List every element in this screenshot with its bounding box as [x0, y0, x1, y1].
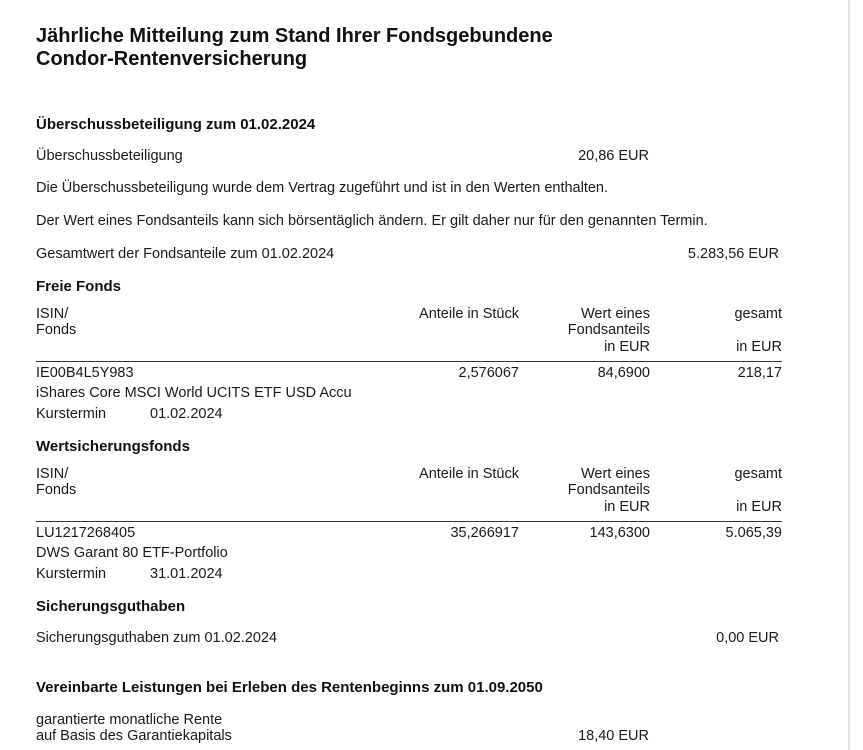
guarantee-fund-name: DWS Garant 80 ETF-Portfolio: [36, 545, 228, 561]
surplus-label: Überschussbeteiligung: [36, 148, 183, 164]
free-fund-units: 2,576067: [458, 365, 519, 381]
col-unit-value-header-2: Fondsanteils: [567, 482, 650, 498]
free-fund-total: 218,17: [737, 365, 782, 381]
guarantee-fund-units: 35,266917: [450, 525, 519, 541]
safety-credit-heading: Sicherungsguthaben: [36, 598, 186, 615]
benefits-label-line1: garantierte monatliche Rente: [36, 712, 223, 728]
col-unit-value-header-3: in EUR: [604, 339, 650, 355]
guarantee-fund-price-date-label: Kurstermin: [36, 566, 107, 582]
col-unit-value-header-3: in EUR: [604, 499, 650, 515]
col-total-header-1: gesamt: [734, 306, 782, 322]
total-funds-label: Gesamtwert der Fondsanteile zum 01.02.2024: [36, 246, 335, 262]
total-funds-value: 5.283,56 EUR: [687, 246, 779, 262]
guarantee-fund-unit-value: 143,6300: [589, 525, 650, 541]
guarantee-fund-price-date: 31.01.2024: [150, 566, 223, 582]
col-fonds-header: Fonds: [36, 322, 77, 338]
surplus-note-2: Der Wert eines Fondsanteils kann sich börsentäglich ändern. Er gilt daher nur für den genannten Termin.: [36, 213, 708, 229]
guarantee-fund-total: 5.065,39: [725, 525, 782, 541]
document-title-line1: Jährliche Mitteilung zum Stand Ihrer Fondsgebundene: [36, 25, 553, 47]
benefits-value: 18,40 EUR: [578, 728, 649, 744]
free-funds-heading: Freie Fonds: [36, 278, 122, 295]
col-isin-header: ISIN/: [36, 466, 69, 482]
safety-credit-value: 0,00 EUR: [716, 630, 779, 646]
benefits-heading: Vereinbarte Leistungen bei Erleben des Rentenbeginns zum 01.09.2050: [36, 679, 543, 696]
surplus-note-1: Die Überschussbeteiligung wurde dem Vertrag zugeführt und ist in den Werten enthalten.: [36, 180, 609, 196]
document-title-line2: Condor-Rentenversicherung: [36, 48, 308, 70]
col-total-header-2: in EUR: [736, 499, 782, 515]
col-unit-value-header-1: Wert eines: [580, 466, 650, 482]
col-unit-value-header-2: Fondsanteils: [567, 322, 650, 338]
surplus-value: 20,86 EUR: [578, 148, 649, 164]
col-total-header-2: in EUR: [736, 339, 782, 355]
free-fund-name: iShares Core MSCI World UCITS ETF USD Accu: [36, 385, 352, 401]
benefits-label-line2: auf Basis des Garantiekapitals: [36, 728, 232, 744]
col-units-header: Anteile in Stück: [419, 466, 519, 482]
guarantee-fund-isin: LU1217268405: [36, 525, 136, 541]
col-units-header: Anteile in Stück: [419, 306, 519, 322]
col-isin-header: ISIN/: [36, 306, 69, 322]
guarantee-funds-heading: Wertsicherungsfonds: [36, 438, 190, 455]
surplus-heading: Überschussbeteiligung zum 01.02.2024: [36, 116, 316, 133]
table-header-rule: [36, 361, 782, 362]
safety-credit-label: Sicherungsguthaben zum 01.02.2024: [36, 630, 278, 646]
col-unit-value-header-1: Wert eines: [580, 306, 650, 322]
free-fund-price-date: 01.02.2024: [150, 406, 223, 422]
free-fund-price-date-label: Kurstermin: [36, 406, 107, 422]
col-total-header-1: gesamt: [734, 466, 782, 482]
free-fund-unit-value: 84,6900: [597, 365, 650, 381]
col-fonds-header: Fonds: [36, 482, 77, 498]
free-fund-isin: IE00B4L5Y983: [36, 365, 134, 381]
page-edge-divider: [848, 0, 850, 750]
table-header-rule: [36, 521, 782, 522]
